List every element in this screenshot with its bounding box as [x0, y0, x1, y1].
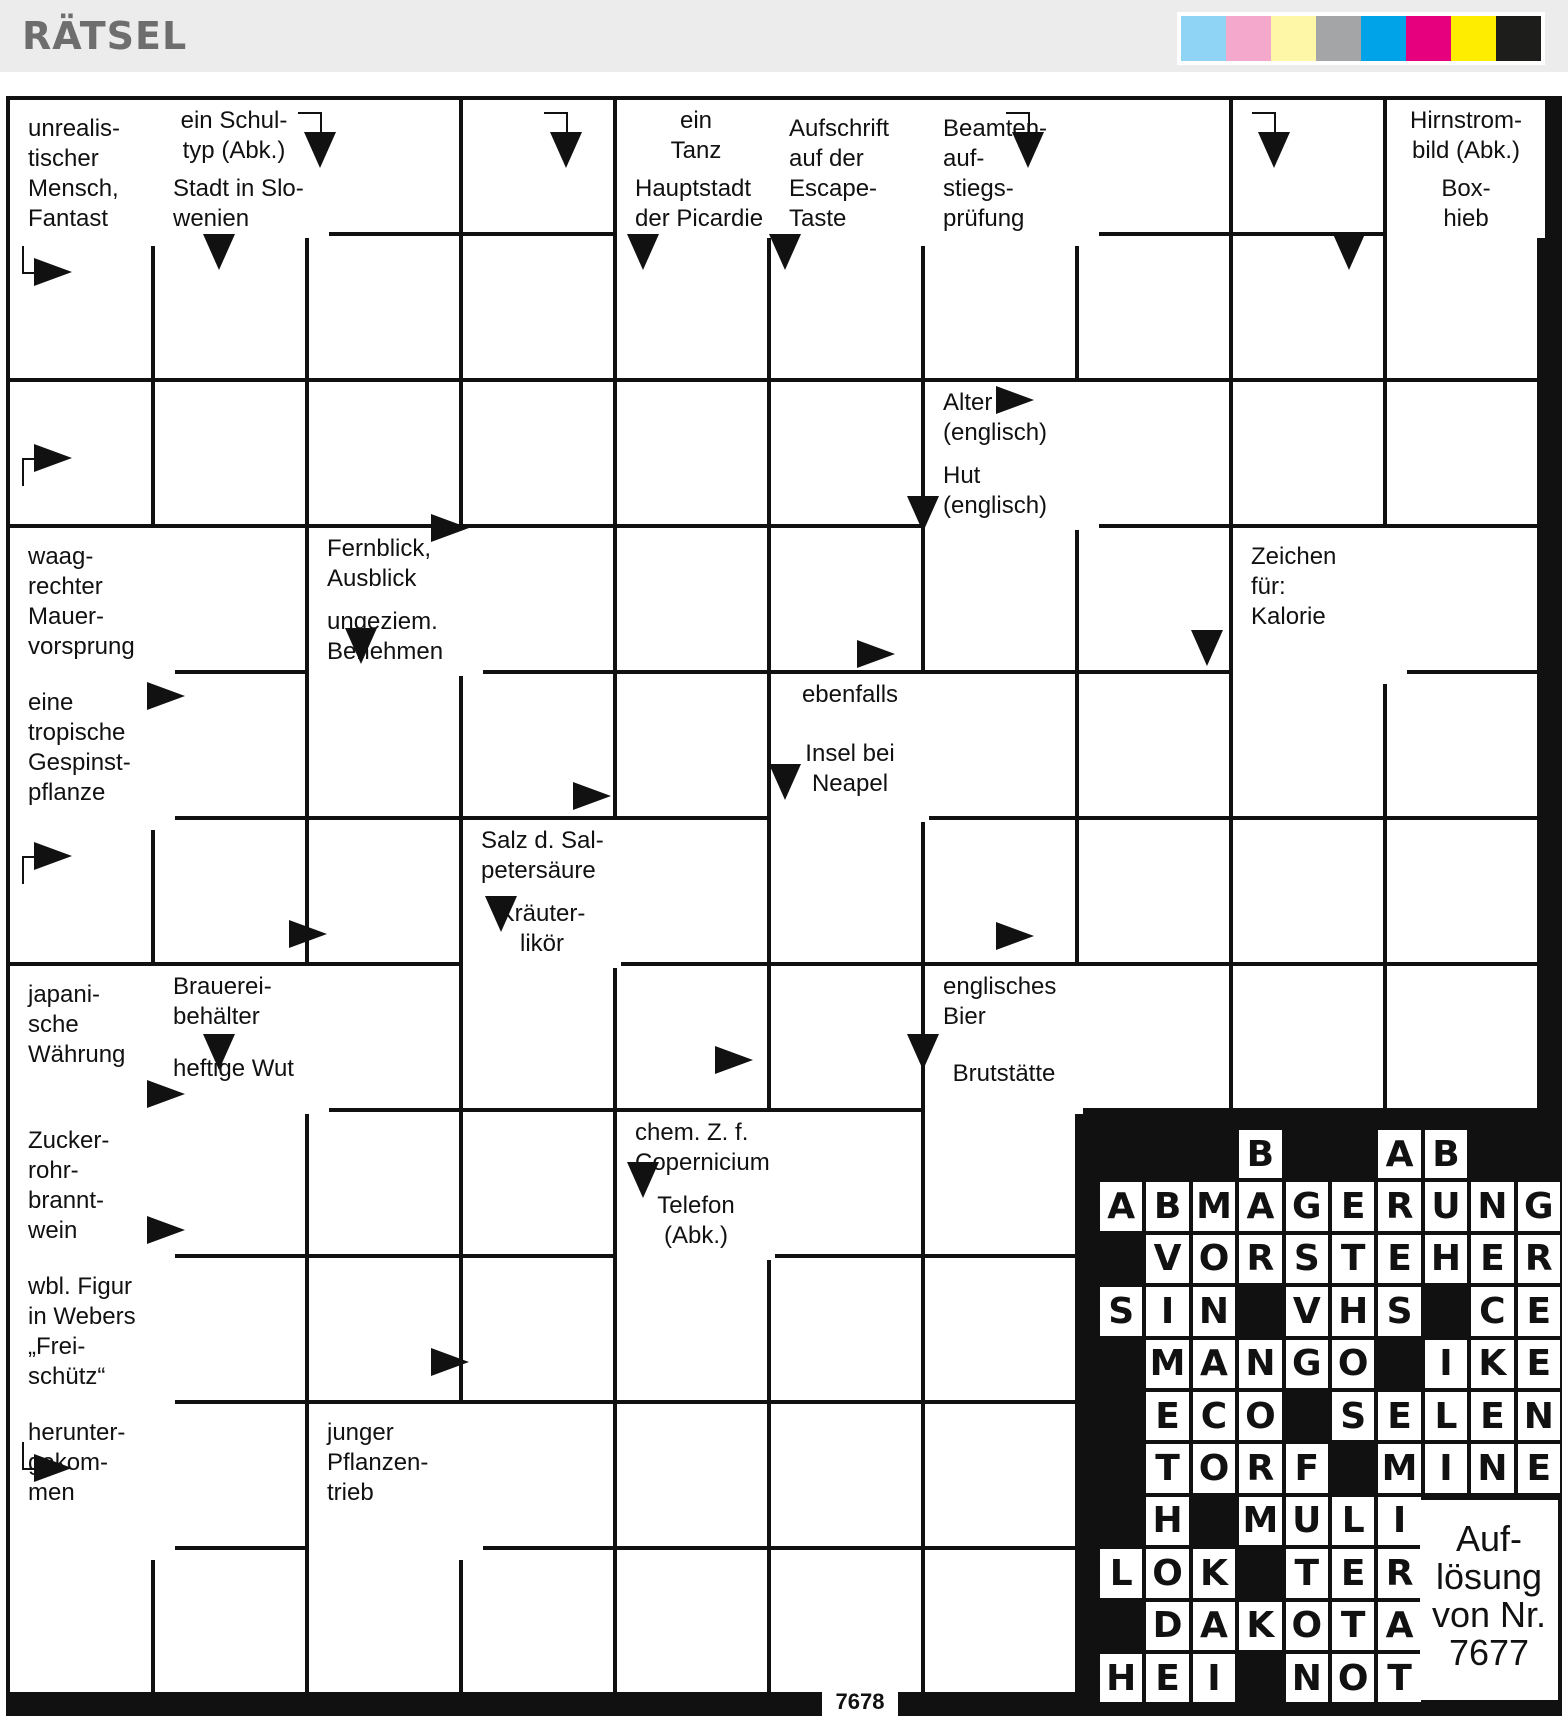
clue-cell: Hut (englisch) [925, 455, 1099, 530]
answer-cell[interactable] [925, 236, 1075, 378]
clue-cell: ein Schul- typ (Abk.) [155, 100, 313, 170]
clue-cell: Kräuter- likör [463, 893, 621, 968]
solution-letter: K [1239, 1602, 1281, 1650]
answer-cell[interactable] [309, 236, 459, 378]
solution-letter: E [1471, 1392, 1513, 1440]
solution-letter: E [1518, 1340, 1560, 1388]
answer-cell[interactable] [617, 1404, 767, 1546]
arrow-down-icon [627, 234, 659, 270]
answer-cell[interactable] [1079, 820, 1229, 962]
clue-cell: ungeziem. Benehmen [309, 601, 483, 676]
arrow-right-icon [573, 782, 611, 810]
arrow-down-icon [203, 1034, 235, 1070]
solution-letter: B [1146, 1182, 1188, 1230]
solution-letter: B [1425, 1130, 1467, 1178]
arrow-right-icon [34, 1454, 72, 1482]
bent-arrow-icon [544, 112, 568, 134]
answer-cell[interactable] [1079, 966, 1229, 1108]
solution-letter: N [1471, 1182, 1513, 1230]
header-bar [0, 0, 1568, 72]
puzzle-number: 7678 [822, 1688, 898, 1716]
arrow-right-icon [996, 922, 1034, 950]
answer-cell[interactable] [1387, 966, 1537, 1108]
answer-cell[interactable] [1387, 528, 1537, 670]
bent-arrow-icon [298, 112, 322, 134]
answer-cell[interactable] [463, 1258, 613, 1400]
answer-cell[interactable] [617, 674, 767, 816]
clue-cell: Alter (englisch) [925, 382, 1099, 457]
solution-letter: D [1146, 1602, 1188, 1650]
answer-cell[interactable] [617, 382, 767, 524]
solution-letter: T [1332, 1235, 1374, 1283]
answer-cell[interactable] [1387, 236, 1537, 378]
answer-cell[interactable] [155, 382, 305, 524]
solution-letter: H [1100, 1654, 1142, 1702]
answer-cell[interactable] [925, 528, 1075, 670]
solution-letter: T [1286, 1549, 1328, 1597]
solution-letter: M [1193, 1182, 1235, 1230]
clue-cell: waag- rechter Mauer- vorsprung [10, 528, 175, 684]
solution-letter: E [1146, 1392, 1188, 1440]
solution-letter: H [1146, 1497, 1188, 1545]
solution-letter: N [1193, 1287, 1235, 1335]
arrow-down-icon [1258, 132, 1290, 168]
solution-letter: H [1332, 1287, 1374, 1335]
clue-cell: Aufschrift auf der Escape- Taste [771, 100, 945, 246]
bent-arrow-icon [1252, 112, 1276, 134]
clue-cell: ebenfalls [771, 674, 929, 735]
color-calibration-bar [1177, 12, 1545, 65]
clue-cell: Zucker- rohr- brannt- wein [10, 1112, 175, 1268]
answer-cell[interactable] [925, 1112, 1075, 1254]
answer-cell[interactable] [1079, 100, 1229, 232]
solution-letter: I [1425, 1340, 1467, 1388]
solution-letter: M [1378, 1444, 1420, 1492]
answer-cell[interactable] [155, 1404, 305, 1546]
solution-letter: E [1332, 1549, 1374, 1597]
solution-letter: O [1146, 1549, 1188, 1597]
color-swatch [1316, 16, 1361, 61]
answer-cell[interactable] [771, 966, 921, 1108]
solution-letter: R [1518, 1235, 1560, 1283]
color-swatch [1226, 16, 1271, 61]
solution-letter: A [1378, 1602, 1420, 1650]
answer-cell[interactable] [309, 1258, 459, 1400]
clue-cell: ein Tanz [617, 100, 775, 170]
arrow-right-icon [147, 682, 185, 710]
solution-letter: L [1332, 1497, 1374, 1545]
arrow-down-icon [769, 764, 801, 800]
solution-letter: R [1239, 1235, 1281, 1283]
answer-cell[interactable] [155, 1258, 305, 1400]
solution-letter: C [1471, 1287, 1513, 1335]
answer-cell[interactable] [309, 674, 459, 816]
clue-cell: chem. Z. f. Copernicium [617, 1112, 791, 1187]
clue-cell: unrealis- tischer Mensch, Fantast [10, 100, 175, 246]
clue-cell: Salz d. Sal- petersäure [463, 820, 637, 895]
answer-cell[interactable] [617, 966, 767, 1108]
solution-letter: I [1378, 1497, 1420, 1545]
page-title: RÄTSEL [22, 14, 188, 58]
answer-cell[interactable] [1079, 674, 1229, 816]
clue-cell: Hauptstadt der Picardie [617, 168, 791, 238]
solution-letter: O [1239, 1392, 1281, 1440]
arrow-down-icon [1191, 630, 1223, 666]
solution-letter: S [1378, 1287, 1420, 1335]
solution-letter: U [1425, 1182, 1467, 1230]
solution-letter: R [1378, 1549, 1420, 1597]
solution-letter: C [1193, 1392, 1235, 1440]
answer-cell[interactable] [771, 1404, 921, 1546]
answer-cell[interactable] [925, 1404, 1075, 1546]
answer-cell[interactable] [617, 1550, 767, 1692]
answer-cell[interactable] [1233, 820, 1383, 962]
arrow-right-icon [147, 1216, 185, 1244]
solution-letter: K [1193, 1549, 1235, 1597]
arrow-down-icon [304, 132, 336, 168]
clue-cell: junger Pflanzen- trieb [309, 1404, 483, 1560]
arrow-down-icon [627, 1162, 659, 1198]
answer-cell[interactable] [771, 382, 921, 524]
answer-cell[interactable] [1079, 236, 1229, 378]
answer-cell[interactable] [309, 966, 459, 1108]
solution-letter: A [1239, 1182, 1281, 1230]
solution-letter: A [1193, 1602, 1235, 1650]
arrow-right-icon [147, 1080, 185, 1108]
solution-caption: Auf- lösung von Nr. 7677 [1420, 1500, 1558, 1700]
arrow-down-icon [1333, 234, 1365, 270]
color-swatch [1271, 16, 1316, 61]
solution-letter: R [1378, 1182, 1420, 1230]
arrow-down-icon [907, 496, 939, 532]
answer-cell[interactable] [925, 1258, 1075, 1400]
solution-letter: E [1332, 1182, 1374, 1230]
color-swatch [1451, 16, 1496, 61]
answer-cell[interactable] [771, 528, 921, 670]
answer-cell[interactable] [10, 820, 151, 962]
solution-letter: N [1286, 1654, 1328, 1702]
solution-letter: G [1286, 1182, 1328, 1230]
answer-cell[interactable] [309, 1550, 459, 1692]
solution-letter: L [1100, 1549, 1142, 1597]
answer-cell[interactable] [10, 382, 151, 524]
answer-cell[interactable] [155, 528, 305, 670]
answer-cell[interactable] [463, 382, 613, 524]
clue-cell: Brutstätte [925, 1053, 1083, 1114]
answer-cell[interactable] [155, 1550, 305, 1692]
solution-letter: G [1286, 1340, 1328, 1388]
arrow-right-icon [34, 842, 72, 870]
answer-cell[interactable] [309, 382, 459, 524]
solution-letter: L [1425, 1392, 1467, 1440]
clue-cell: Insel bei Neapel [771, 733, 929, 822]
solution-letter: B [1239, 1130, 1281, 1178]
solution-letter: G [1518, 1182, 1560, 1230]
arrow-right-icon [857, 640, 895, 668]
arrow-right-icon [34, 258, 72, 286]
solution-letter: A [1100, 1182, 1142, 1230]
clue-cell: englisches Bier [925, 966, 1099, 1055]
arrow-down-icon [550, 132, 582, 168]
solution-letter: K [1471, 1340, 1513, 1388]
answer-cell[interactable] [925, 1550, 1075, 1692]
color-swatch [1406, 16, 1451, 61]
solution-letter: I [1146, 1287, 1188, 1335]
solution-letter: T [1378, 1654, 1420, 1702]
solution-letter: O [1332, 1340, 1374, 1388]
answer-cell[interactable] [463, 528, 613, 670]
answer-cell[interactable] [463, 1550, 613, 1692]
solution-letter: N [1471, 1444, 1513, 1492]
clue-cell: japani- sche Währung [10, 966, 175, 1122]
answer-cell[interactable] [1387, 674, 1537, 816]
arrow-right-icon [996, 386, 1034, 414]
answer-cell[interactable] [10, 1550, 151, 1692]
clue-cell: eine tropische Gespinst- pflanze [10, 674, 175, 830]
solution-letter: H [1425, 1235, 1467, 1283]
answer-cell[interactable] [617, 820, 767, 962]
color-swatch [1361, 16, 1406, 61]
answer-cell[interactable] [771, 1258, 921, 1400]
answer-cell[interactable] [1233, 674, 1383, 816]
solution-letter: U [1286, 1497, 1328, 1545]
bent-arrow-icon [1006, 112, 1030, 134]
answer-cell[interactable] [617, 1258, 767, 1400]
answer-cell[interactable] [771, 820, 921, 962]
answer-cell[interactable] [463, 1404, 613, 1546]
arrow-right-icon [34, 444, 72, 472]
answer-cell[interactable] [771, 1550, 921, 1692]
answer-cell[interactable] [1079, 382, 1229, 524]
clue-cell: herunter- gekom- men [10, 1404, 175, 1560]
solution-letter: M [1146, 1340, 1188, 1388]
arrow-right-icon [289, 920, 327, 948]
clue-cell: Fernblick, Ausblick [309, 528, 483, 603]
clue-cell: Hirnstrom- bild (Abk.) [1387, 100, 1545, 170]
solution-letter: O [1286, 1602, 1328, 1650]
solution-letter: E [1146, 1654, 1188, 1702]
solution-letter: E [1378, 1235, 1420, 1283]
arrow-down-icon [485, 896, 517, 932]
answer-cell[interactable] [463, 1112, 613, 1254]
answer-cell[interactable] [463, 236, 613, 378]
solution-letter: O [1332, 1654, 1374, 1702]
answer-cell[interactable] [155, 820, 305, 962]
solution-letter: N [1518, 1392, 1560, 1440]
clue-cell: heftige Wut [155, 1048, 329, 1114]
solution-letter: I [1425, 1444, 1467, 1492]
answer-cell[interactable] [463, 100, 613, 232]
solution-letter: O [1193, 1235, 1235, 1283]
color-swatch [1496, 16, 1541, 61]
answer-cell[interactable] [1387, 382, 1537, 524]
arrow-down-icon [907, 1034, 939, 1070]
clue-cell: Telefon (Abk.) [617, 1185, 775, 1260]
solution-letter: A [1378, 1130, 1420, 1178]
answer-cell[interactable] [309, 1112, 459, 1254]
solution-letter: V [1146, 1235, 1188, 1283]
solution-letter: E [1378, 1392, 1420, 1440]
solution-letter: T [1332, 1602, 1374, 1650]
solution-letter: E [1471, 1235, 1513, 1283]
solution-letter: E [1518, 1287, 1560, 1335]
answer-cell[interactable] [463, 966, 613, 1108]
solution-letter: E [1518, 1444, 1560, 1492]
clue-cell: Box- hieb [1387, 168, 1545, 238]
solution-letter: V [1286, 1287, 1328, 1335]
color-swatch [1181, 16, 1226, 61]
solution-letter: R [1239, 1444, 1281, 1492]
answer-cell[interactable] [1233, 966, 1383, 1108]
solution-letter: S [1100, 1287, 1142, 1335]
arrow-down-icon [203, 234, 235, 270]
arrow-down-icon [345, 628, 377, 664]
clue-cell: wbl. Figur in Webers „Frei- schütz“ [10, 1258, 175, 1414]
arrow-down-icon [769, 234, 801, 270]
arrow-right-icon [431, 1348, 469, 1376]
answer-cell[interactable] [925, 674, 1075, 816]
solution-letter: T [1146, 1444, 1188, 1492]
answer-cell[interactable] [771, 1112, 921, 1254]
arrow-down-icon [1012, 132, 1044, 168]
answer-cell[interactable] [617, 528, 767, 670]
clue-cell: Stadt in Slo- wenien [155, 168, 329, 238]
solution-letter: S [1332, 1392, 1374, 1440]
clue-cell: Zeichen für: Kalorie [1233, 528, 1407, 684]
clue-cell: Brauerei- behälter [155, 966, 329, 1050]
arrow-right-icon [431, 514, 469, 542]
solution-letter: O [1193, 1444, 1235, 1492]
solution-letter: I [1193, 1654, 1235, 1702]
clue-cell: Beamten- auf- stiegs- prüfung [925, 100, 1099, 246]
answer-cell[interactable] [1387, 820, 1537, 962]
solution-letter: F [1286, 1444, 1328, 1492]
solution-letter: N [1239, 1340, 1281, 1388]
solution-letter: M [1239, 1497, 1281, 1545]
solution-letter: S [1286, 1235, 1328, 1283]
arrow-right-icon [715, 1046, 753, 1074]
solution-letter: A [1193, 1340, 1235, 1388]
answer-cell[interactable] [1233, 382, 1383, 524]
answer-cell[interactable] [309, 820, 459, 962]
